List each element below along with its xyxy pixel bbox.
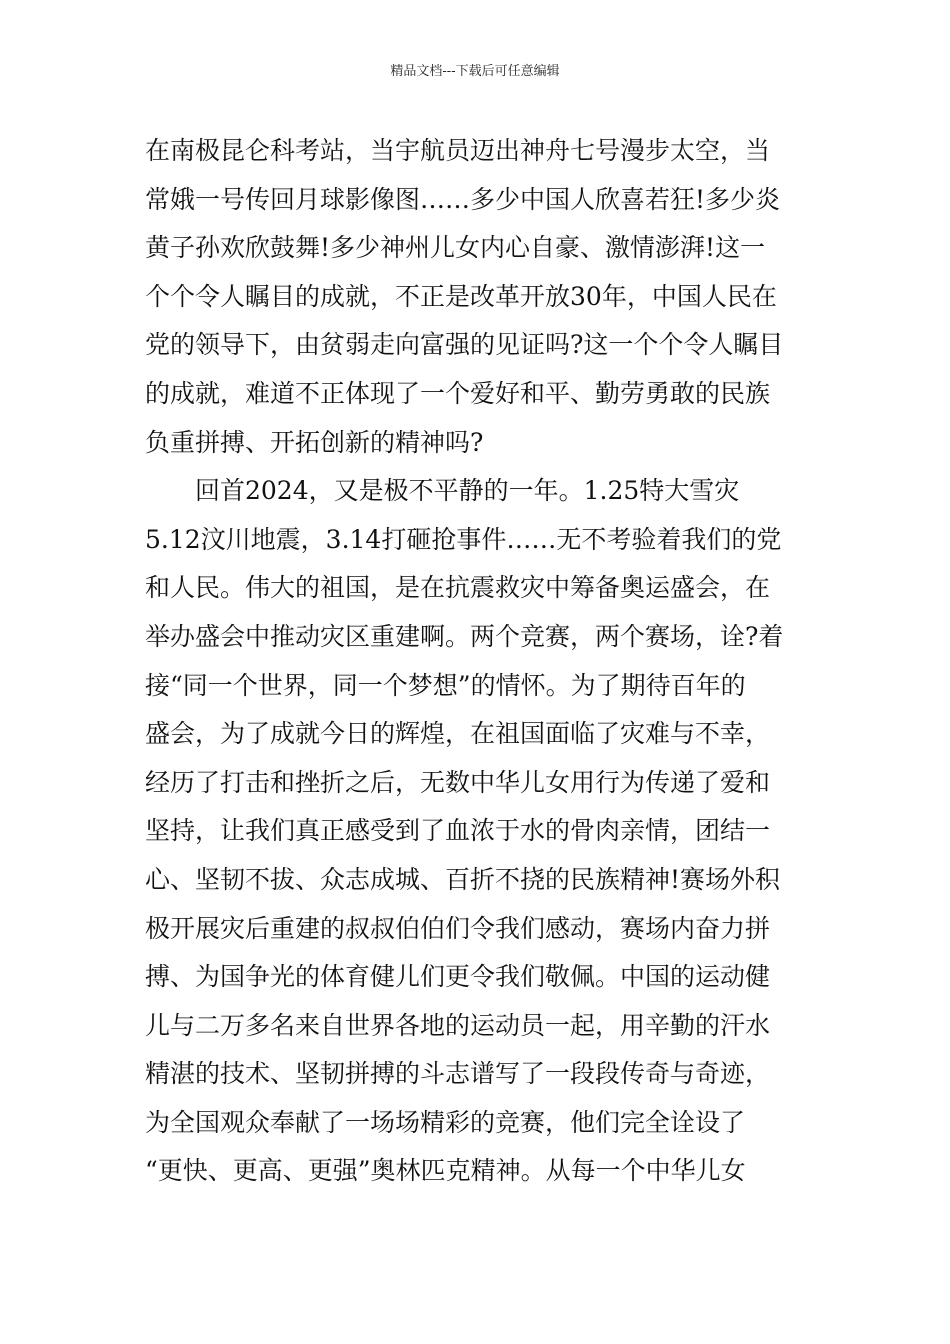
document-body xyxy=(145,127,825,1196)
text-line: 黄子孙欢欣鼓舞!多少神州儿女内心自豪、激情澎湃!这一 xyxy=(145,233,766,263)
text-line: 在南极昆仑科考站，当宇航员迈出神舟七号漫步太空，当 xyxy=(145,136,771,165)
text-line: 个个令人瞩目的成就，不正是改革开放30年，中国人民在 xyxy=(145,281,777,311)
text-line: 搏、为国争光的体育健儿们更令我们敬佩。中国的运动健 xyxy=(145,962,771,992)
text-line: 和人民。伟大的祖国，是在抗震救灾中筹备奥运盛会，在 xyxy=(145,573,771,603)
text-line: 盛会，为了成就今日的辉煌，在祖国面临了灾难与不幸， xyxy=(145,719,771,749)
text-line: 负重拼搏、开拓创新的精神吗? xyxy=(145,427,484,457)
text-line: 心、坚韧不拔、众志成城、百折不挠的民族精神!赛场外积 xyxy=(145,864,781,894)
text-line: 接“同一个世界，同一个梦想”的情怀。为了期待百年的 xyxy=(145,670,746,700)
text-line: 的成就，难道不正体现了一个爱好和平、勤劳勇敢的民族 xyxy=(145,378,771,408)
text-line: 儿与二万多名来自世界各地的运动员一起，用辛勤的汗水 xyxy=(145,1010,771,1040)
text-line: 常娥一号传回月球影像图……多少中国人欣喜若狂!多少炎 xyxy=(145,184,781,214)
text-line: 回首2024，又是极不平静的一年。1.25特大雪灾 xyxy=(145,476,740,506)
text-line: 极开展灾后重建的叔叔伯伯们令我们感动，赛场内奋力拼 xyxy=(145,913,771,943)
text-line: 为全国观众奉献了一场场精彩的竞赛，他们完全诠设了 xyxy=(145,1107,746,1137)
text-line: 坚持，让我们真正感受到了血浓于水的骨肉亲情，团结一 xyxy=(145,816,771,846)
text-line: 经历了打击和挫折之后，无数中华儿女用行为传递了爱和 xyxy=(145,767,771,797)
text-line: 5.12汶川地震，3.14打砸抢事件……无不考验着我们的党 xyxy=(145,524,782,554)
text-line: “更快、更高、更强”奥林匹克精神。从每一个中华儿女 xyxy=(145,1156,746,1186)
page-header: 精品文档---下载后可任意编辑 xyxy=(390,64,560,79)
text-line: 精湛的技术、坚韧拼搏的斗志谱写了一段段传奇与奇迹， xyxy=(145,1059,771,1089)
text-line: 党的领导下，由贫弱走向富强的见证吗?这一个个令人瞩目 xyxy=(145,330,784,360)
text-line: 举办盛会中推动灾区重建啊。两个竞赛，两个赛场，诠?着 xyxy=(145,621,784,651)
